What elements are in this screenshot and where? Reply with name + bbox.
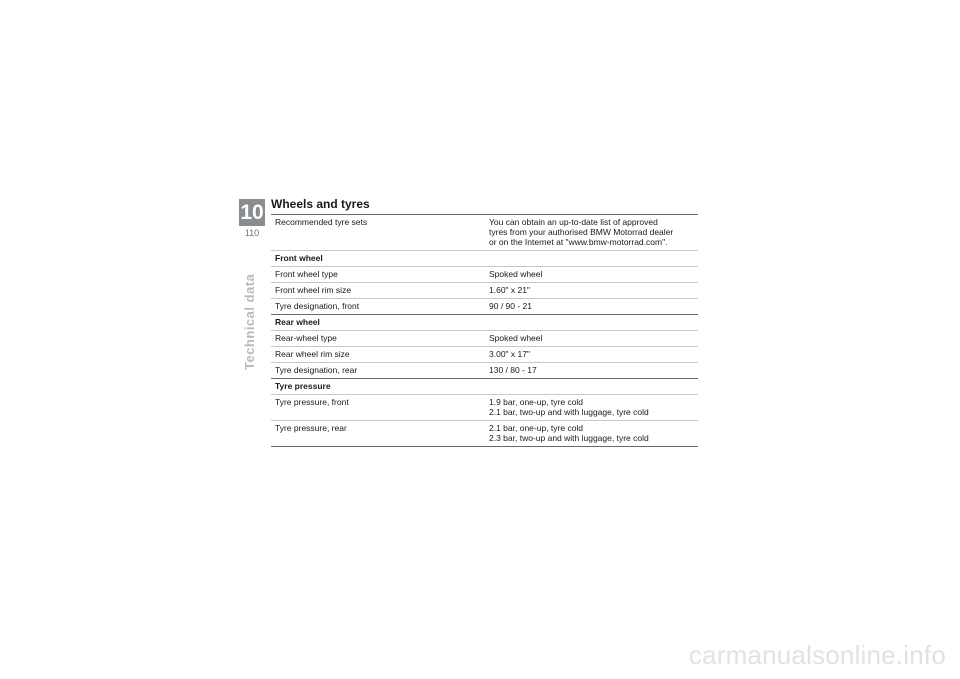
section-header-label: Tyre pressure — [271, 379, 698, 395]
spec-label: Tyre designation, rear — [271, 363, 485, 379]
spec-label: Front wheel rim size — [271, 283, 485, 299]
spec-label: Tyre pressure, front — [271, 395, 485, 421]
chapter-number-badge: 10 — [240, 201, 264, 224]
spec-value — [485, 331, 698, 347]
page-number: 110 — [244, 228, 260, 238]
spec-value-line: 1.60" x 21" — [489, 285, 531, 295]
spec-value — [485, 395, 698, 421]
specifications-table — [271, 214, 698, 447]
section-header-label: Rear wheel — [271, 315, 698, 331]
spec-value — [485, 267, 698, 283]
spec-value-line: Spoked wheel — [489, 269, 543, 279]
spec-label: Rear-wheel type — [271, 331, 485, 347]
spec-value — [485, 363, 698, 379]
chapter-side-label: Technical data — [242, 273, 257, 370]
spec-value-line: Spoked wheel — [489, 333, 543, 343]
spec-value — [485, 421, 698, 447]
spec-value-line: 3.00" x 17" — [489, 349, 531, 359]
table-row — [271, 331, 698, 347]
spec-value — [485, 215, 698, 251]
spec-value-line: tyres from your authorised BMW Motorrad dealer — [489, 227, 674, 237]
spec-value-line: 2.1 bar, one-up, tyre cold — [489, 423, 584, 433]
spec-value-line: 90 / 90 - 21 — [489, 301, 533, 311]
table-row — [271, 363, 698, 379]
spec-value-line: 2.1 bar, two-up and with luggage, tyre cold — [489, 407, 649, 417]
spec-value-line: 1.9 bar, one-up, tyre cold — [489, 397, 584, 407]
section-title: Wheels and tyres — [271, 197, 370, 211]
spec-label: Front wheel type — [271, 267, 485, 283]
table-row — [271, 267, 698, 283]
spec-value — [485, 283, 698, 299]
spec-value — [485, 299, 698, 315]
spec-label: Tyre designation, front — [271, 299, 485, 315]
table-section-header — [271, 315, 698, 331]
spec-label: Tyre pressure, rear — [271, 421, 485, 447]
spec-value-line: 2.3 bar, two-up and with luggage, tyre cold — [489, 433, 649, 443]
section-header-label: Front wheel — [271, 251, 698, 267]
table-section-header — [271, 251, 698, 267]
spec-value-line: 130 / 80 - 17 — [489, 365, 537, 375]
table-row — [271, 283, 698, 299]
table-row — [271, 347, 698, 363]
spec-value — [485, 347, 698, 363]
spec-value-line: or on the Internet at "www.bmw-motorrad.com". — [489, 237, 668, 247]
table-row — [271, 395, 698, 421]
table-row — [271, 299, 698, 315]
spec-label: Rear wheel rim size — [271, 347, 485, 363]
table-row — [271, 215, 698, 251]
table-section-header — [271, 379, 698, 395]
spec-value-line: You can obtain an up-to-date list of approved — [489, 217, 658, 227]
table-row — [271, 421, 698, 447]
spec-label: Recommended tyre sets — [271, 215, 485, 251]
watermark-text: carmanualsonline.info — [688, 640, 946, 670]
